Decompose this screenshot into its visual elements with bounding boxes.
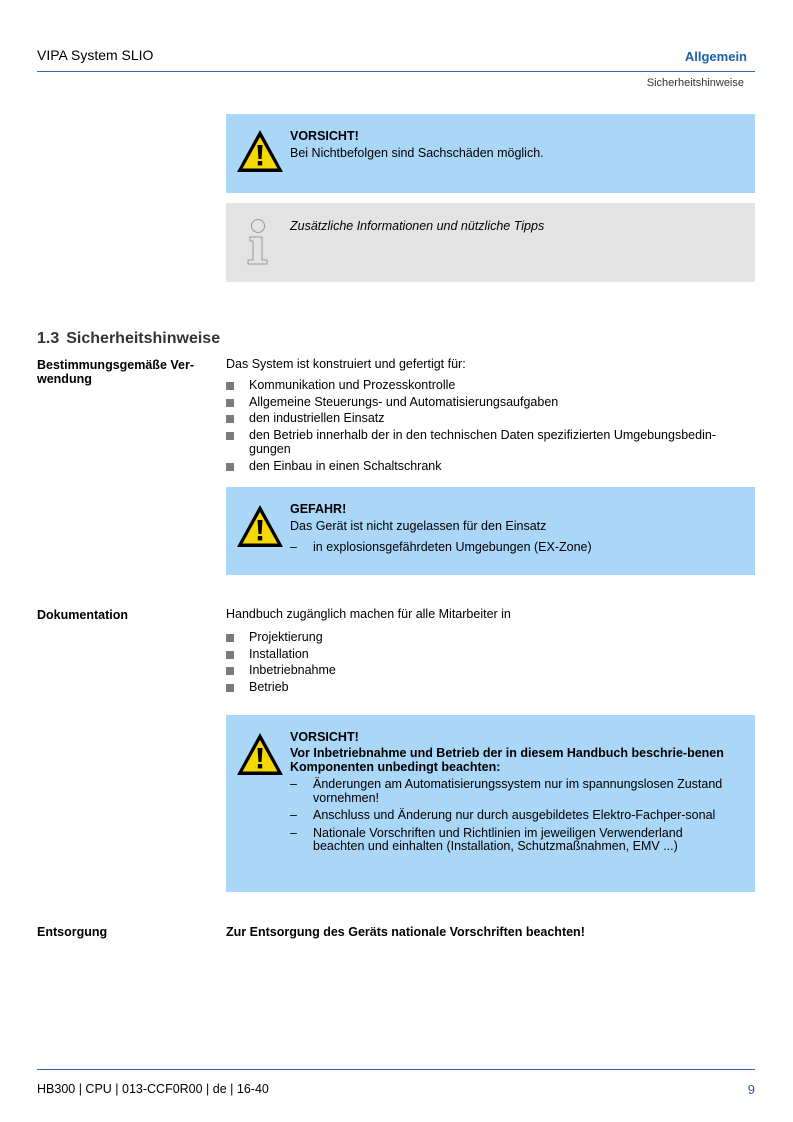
bullet-square-icon <box>226 634 234 642</box>
list-item: den Einbau in einen Schaltschrank <box>226 459 756 474</box>
section-heading <box>37 330 220 348</box>
section-number: 1.3 <box>37 330 60 347</box>
danger-box <box>226 487 755 575</box>
verwendung-content <box>226 357 756 475</box>
info-icon <box>244 217 274 267</box>
chapter-title: Allgemein <box>684 49 747 64</box>
list-item: Projektierung <box>226 630 756 645</box>
label-entsorgung: Entsorgung <box>37 925 108 939</box>
section-title: Sicherheitshinweise <box>66 330 221 347</box>
dokumentation-intro: Handbuch zugänglich machen für alle Mitarbeiter in <box>226 607 511 621</box>
warning-triangle-icon <box>235 731 285 777</box>
danger-title: GEFAHR! <box>290 502 347 516</box>
label-verwendung: Bestimmungsgemäße Ver-wendung <box>37 358 194 386</box>
danger-dash-item: – in explosionsgefährdeten Umgebungen (EX-Zone) <box>290 540 592 554</box>
bullet-square-icon <box>226 382 234 390</box>
footer-document-id: HB300 | CPU | 013-CCF0R00 | de | 16-40 <box>37 1082 269 1096</box>
caution-title: VORSICHT! <box>290 129 359 143</box>
dokumentation-list <box>226 630 756 694</box>
verwendung-intro: Das System ist konstruiert und gefertigt für: <box>226 357 466 371</box>
info-box <box>226 203 755 282</box>
header-divider <box>37 71 755 72</box>
caution-text: Bei Nichtbefolgen sind Sachschäden möglich. <box>290 146 544 160</box>
caution-box <box>226 114 755 193</box>
warning-triangle-icon <box>235 128 285 174</box>
verwendung-list <box>226 378 756 473</box>
list-item: Inbetriebnahme <box>226 663 756 678</box>
bullet-square-icon <box>226 415 234 423</box>
list-item: den industriellen Einsatz <box>226 411 756 426</box>
info-text: Zusätzliche Informationen und nützliche Tipps <box>290 219 545 233</box>
bullet-square-icon <box>226 432 234 440</box>
bullet-square-icon <box>226 684 234 692</box>
bullet-square-icon <box>226 667 234 675</box>
caution-bold-text: Vor Inbetriebnahme und Betrieb der in diesem Handbuch beschrie-benen Komponenten unbedingt beachten: <box>290 746 724 774</box>
label-dokumentation: Dokumentation <box>37 608 128 622</box>
danger-text: Das Gerät ist nicht zugelassen für den Einsatz <box>290 519 547 533</box>
bullet-square-icon <box>226 651 234 659</box>
list-item: den Betrieb innerhalb der in den technischen Daten spezifizierten Umgebungsbedin-gungen <box>226 428 756 457</box>
caution-box <box>226 715 755 892</box>
bullet-square-icon <box>226 399 234 407</box>
page-number: 9 <box>747 1082 755 1097</box>
list-item: Installation <box>226 647 756 662</box>
dokumentation-content <box>226 607 756 696</box>
list-item: Allgemeine Steuerungs- und Automatisierungsaufgaben <box>226 395 756 410</box>
caution-dash-item: – Anschluss und Änderung nur durch ausgebildetes Elektro-Fachper-sonal <box>290 808 716 822</box>
list-item: Kommunikation und Prozesskontrolle <box>226 378 756 393</box>
section-subtitle: Sicherheitshinweise <box>646 77 744 89</box>
warning-triangle-icon <box>235 503 285 549</box>
entsorgung-text: Zur Entsorgung des Geräts nationale Vorschriften beachten! <box>226 925 585 939</box>
caution-dash-item: – Änderungen am Automatisierungssystem nur im spannungslosen Zustand vornehmen! <box>290 777 723 805</box>
caution-title: VORSICHT! <box>290 730 359 744</box>
footer-divider <box>37 1069 755 1070</box>
list-item: Betrieb <box>226 680 756 695</box>
caution-dash-item: – Nationale Vorschriften und Richtlinien im jeweiligen Verwenderland beachten und einhalten (Installation, Schutzmaßnahmen, EMV ...) <box>290 825 683 853</box>
bullet-square-icon <box>226 463 234 471</box>
document-title: VIPA System SLIO <box>37 47 154 63</box>
